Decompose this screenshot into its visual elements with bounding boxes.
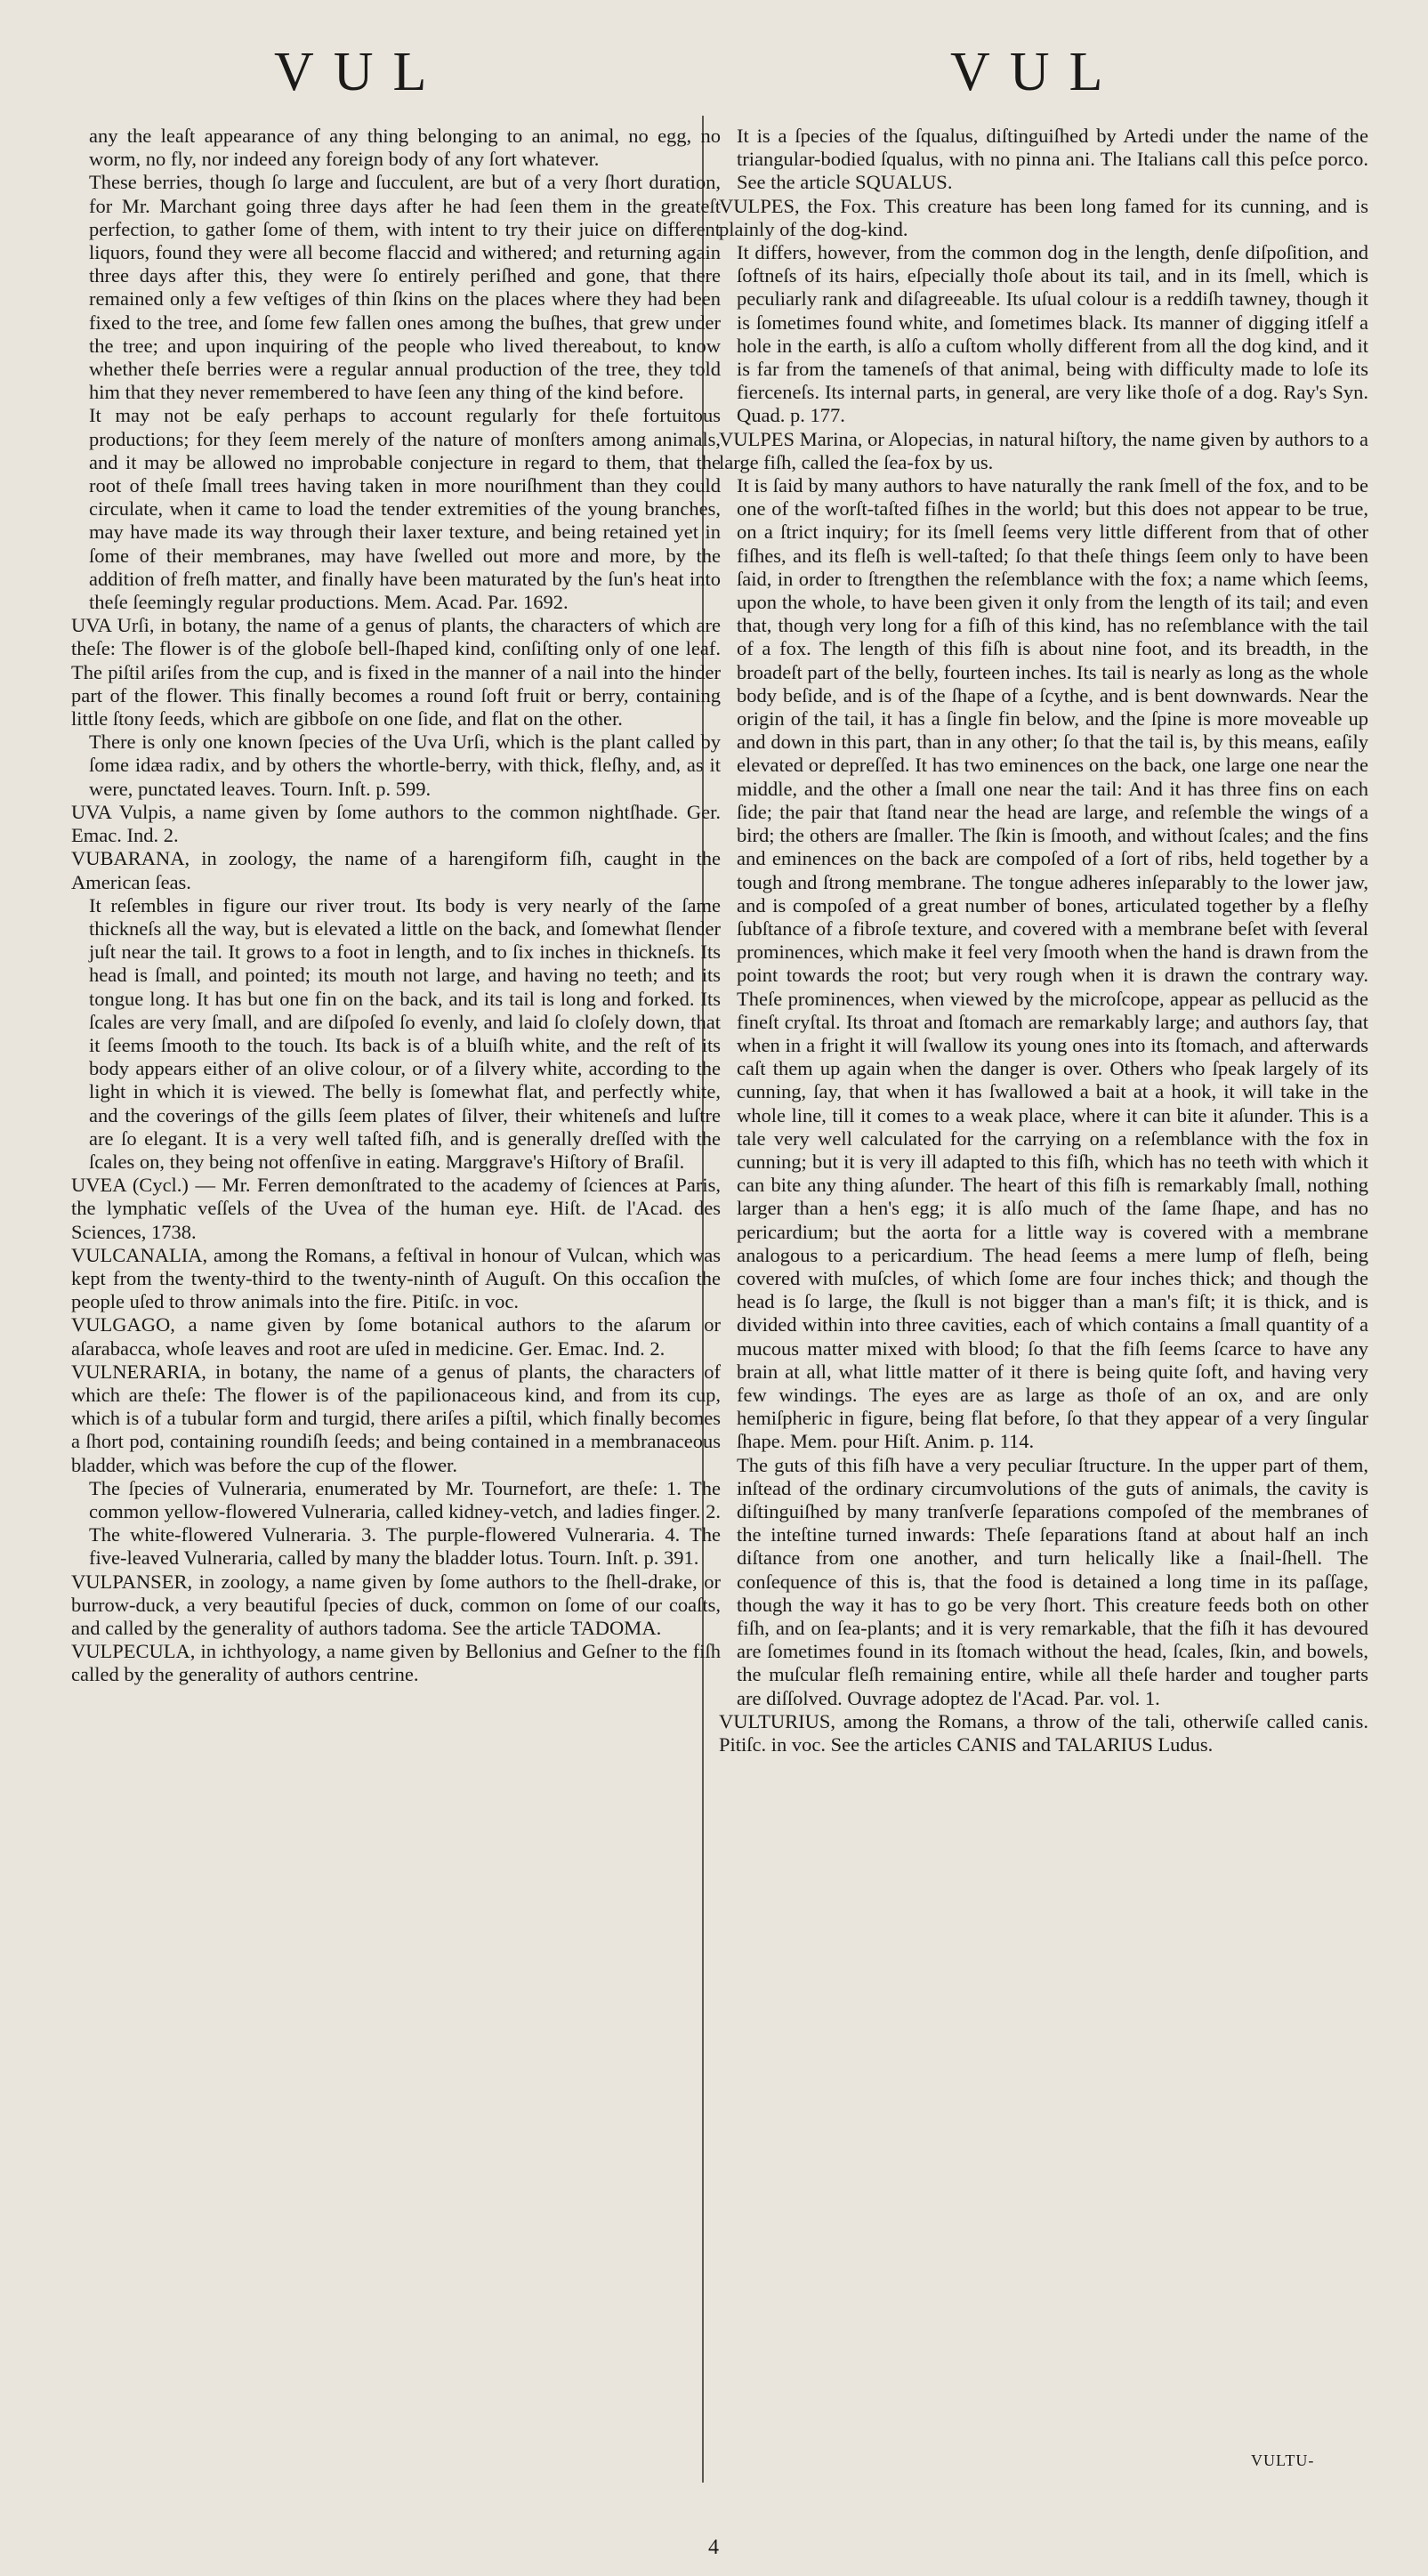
page-number: 4 — [708, 2536, 719, 2559]
paragraph: It may not be eaſy perhaps to account regularly for theſe fortuitous productions; for they ſeem merely of the nature of monſters among animals, and it may be allowed no improbable conjecture in regard to them, that the root of theſe ſmall trees having taken in more nouriſhment than they could circulate, when it came to load the tender extremities of the young branches, may have made its way through their laxer texture, and being retained yet in ſome of their membranes, may have ſwelled out more and more, by the addition of freſh matter, and finally have been maturated by the ſun's heat into theſe ſeemingly regular productions. Mem. Acad. Par. 1692. — [89, 404, 721, 614]
running-header — [0, 41, 1428, 103]
paragraph: any the leaſt appearance of any thing belonging to an animal, no egg, no worm, no fly, nor indeed any foreign body of any ſort whatever. — [89, 125, 721, 171]
paragraph: It reſembles in figure our river trout. Its body is very nearly of the ſame thickneſs all the way, but is elevated a little on the back, and ſomewhat ſlender juſt near the tail. It grows to a foot in length, and to ſix inches in thickneſs. Its head is ſmall, and pointed; its mouth not large, and having no teeth; and its tongue long. It has but one fin on the back, and its tail is long and forked. Its ſcales are very ſmall, and are diſpoſed ſo evenly, and laid ſo cloſely down, that it ſeems ſmooth to the touch. Its back is of a bluiſh white, and the reſt of its body appears either of an olive colour, or of a ſilvery white, according to the light in which it is viewed. The belly is ſomewhat flat, and perfectly white, and the coverings of the gills ſeem plates of ſilver, their whiteneſs and luſtre are ſo elegant. It is a very well taſted fiſh, and is generally dreſſed with the ſcales on, they being not offenſive in eating. Marggrave's Hiſtory of Braſil. — [89, 893, 721, 1173]
catchword: VULTU- — [1251, 2451, 1315, 2469]
entry-vulpes-marina: VULPES Marina, or Alopecias, in natural hiſtory, the name given by authors to a large fiſh, called the ſea-fox by us. — [719, 427, 1368, 473]
paragraph: It is ſaid by many authors to have naturally the rank ſmell of the fox, and to be one of the worſt-taſted fiſhes in the world; but this does not appear to be true, on a ſtrict inquiry; for its ſmell ſeems very little different from that of other fiſhes, and its fleſh is well-taſted; ſo that theſe things ſeem only to have been ſaid, in order to ſtrengthen the reſemblance with the fox; a name which ſeems, upon the whole, to have been given it only from the length of its tail; and even that, though very long for a fiſh of this kind, has no reſemblance with the tail of a fox. The length of this fiſh is about nine foot, and its breadth, in the broadeſt part of the belly, fourteen inches. Its tail is nearly as long as the whole body beſide, and is of the ſhape of a ſcythe, and is bent downwards. Near the origin of the tail, it has a ſingle fin below, and the ſpine is more moveable up and down in this part, than in any other; ſo that the tail is, by this means, eaſily elevated or depreſſed. It has two eminences on the back, one large one near the middle, and the other a ſmall one near the tail: And it has three fins on each ſide; the pair that ſtand near the head are large, and reſemble the wings of a bird; the others are ſmaller. The ſkin is ſmooth, and without ſcales; and the fins and eminences on the back are compoſed of a ſort of ribs, held together by a tough and ſtrong membrane. The tongue adheres inſeparably to the lower jaw, and is compoſed of a great number of bones, articulated together by a fleſhy ſubſtance of a fibroſe texture, and covered with a membrane beſet with ſeveral prominences, which make it feel very ſmooth when the hand is drawn from the point towards the root; but very rough when it is drawn the contrary way. Theſe prominences, when viewed by the microſcope, appear as pellucid as the fineſt cryſtal. Its throat and ſtomach are remarkably large; and authors ſay, that when in a fright it will ſwallow its young ones into its ſtomach, and afterwards caſt them up again when the danger is over. Others who ſpeak largely of its cunning, ſay, that when it has ſwallowed a bait at a hook, it will take in the whole line, till it comes to a weak place, where it can bite it aſunder. This is a tale very well calculated for the carrying on a reſemblance with the fox in cunning; but it is very ill adapted to this fiſh, which has no teeth with which it can bite any thing aſunder. The heart of this fiſh is remarkably ſmall, nothing larger than a hen's egg; it is alſo much of the ſame ſhape, and has no pericardium; but the aorta for a little way is covered with a membrane analogous to a pericardium. The head ſeems a mere lump of fleſh, being covered with muſcles, of which ſome are four inches thick; and though the head is ſo large, the ſkull is not bigger than a man's fiſt; it is thick, and is divided within into three cavities, each of which contains a ſmall quantity of a mucous matter mixed with blood; ſo that the fiſh ſeems ſcarce to have any brain at all, what little matter of it there is being quite ſoft, and having very few windings. The eyes are as large as thoſe of an ox, and are only hemiſpheric in figure, being flat before, ſo that they appear of a very ſingular ſhape. Mem. pour Hiſt. Anim. p. 114. — [737, 474, 1368, 1453]
paragraph: The ſpecies of Vulneraria, enumerated by Mr. Tournefort, are theſe: 1. The common yellow-flowered Vulneraria, called kidney-vetch, and ladies finger. 2. The white-flowered Vulneraria. 3. The purple-flowered Vulneraria. 4. The five-leaved Vulneraria, called by many the bladder lotus. Tourn. Inſt. p. 391. — [89, 1476, 721, 1570]
entry-vulgago: VULGAGO, a name given by ſome botanical authors to the aſarum or aſarabacca, whoſe leaves and root are uſed in medicine. Ger. Emac. Ind. 2. — [71, 1313, 721, 1360]
entry-vulpes: VULPES, the Fox. This creature has been long famed for its cunning, and is plainly of the dog-kind. — [719, 194, 1368, 240]
entry-uva-vulpis: UVA Vulpis, a name given by ſome authors to the common nightſhade. Ger. Emac. Ind. 2. — [71, 800, 721, 847]
paragraph: The guts of this fiſh have a very peculiar ſtructure. In the upper part of them, inſtead of the ordinary circumvolutions of the guts of animals, the cavity is diſtinguiſhed by many tranſverſe ſeparations compoſed of the membranes of the inteſtine turned inwards: Theſe ſeparations ſtand at about half an inch diſtance from one another, and turn helically like a ſnail-ſhell. The conſequence of this is, that the food is detained a long time in its paſſage, though the way it has to go be very ſhort. This creature feeds both on other fiſh, and on ſea-plants; and it is very remarkable, that the fiſh it has devoured are ſometimes found in its ſtomach without the head, ſcales, ſkin, and bowels, the muſcular fleſh remaining entire, while all theſe harder and tougher parts are diſſolved. Ouvrage adoptez de l'Acad. Par. vol. 1. — [737, 1453, 1368, 1709]
entry-vulcanalia: VULCANALIA, among the Romans, a feſtival in honour of Vulcan, which was kept from the twenty-third to the twenty-ninth of Auguſt. On this occaſion the people uſed to throw animals into the fire. Pitiſc. in voc. — [71, 1243, 721, 1313]
entry-uvea: UVEA (Cycl.) — Mr. Ferren demonſtrated to the academy of ſciences at Paris, the lymphatic veſſels of the Uvea of the human eye. Hiſt. de l'Acad. des Sciences, 1738. — [71, 1174, 721, 1243]
entry-uva-ursi: UVA Urſi, in botany, the name of a genus of plants, the characters of which are theſe: The flower is of the globoſe bell-ſhaped kind, conſiſting only of one leaf. The piſtil ariſes from the cup, and is fixed in the manner of a nail into the hinder part of the flower. This finally becomes a round ſoft fruit or berry, containing little ſtony ſeeds, which are gibboſe on one ſide, and flat on the other. — [71, 614, 721, 731]
paragraph: These berries, though ſo large and ſucculent, are but of a very ſhort duration, for Mr. Marchant going three days after he had ſeen them in the greateſt perfection, to gather ſome of them, with intent to try their juice on different liquors, found they were all become flaccid and withered; and returning again three days after this, they were ſo entirely periſhed and gone, that there remained only a few veſtiges of thin ſkins on the places where they had been fixed to the tree, and ſome few fallen ones among the buſhes, that grew under the tree; and upon inquiring of the people who lived thereabout, to know whether theſe berries were a regular annual production of the tree, they told him that they never remembered to have ſeen any thing of the kind before. — [89, 171, 721, 404]
entry-vubarana: VUBARANA, in zoology, the name of a harengiform fiſh, caught in the American ſeas. — [71, 847, 721, 893]
entry-vulpecula: VULPECULA, in ichthyology, a name given by Bellonius and Geſner to the fiſh called by the generality of authors centrine. — [71, 1640, 721, 1686]
paragraph: It differs, however, from the common dog in the length, denſe diſpoſition, and ſoftneſs of its hairs, eſpecially thoſe about its tail, and in its ſmell, which is peculiarly rank and diſagreeable. Its uſual colour is a reddiſh tawney, though it is ſometimes found white, and ſometimes black. Its manner of digging itſelf a hole in the earth, is alſo a cuſtom wholly different from all the dog kind, and it is far from the tameneſs of that animal, being with difficulty made to loſe its fierceneſs. Its internal parts, in general, are very like thoſe of a dog. Ray's Syn. Quad. p. 177. — [737, 241, 1368, 427]
header-left: VUL — [274, 42, 447, 102]
right-column — [719, 125, 1368, 1756]
paragraph: There is only one known ſpecies of the Uva Urſi, which is the plant called by ſome idæa radix, and by others the whortle-berry, with thick, fleſhy, and, as it were, punctated leaves. Tourn. Inſt. p. 599. — [89, 731, 721, 800]
entry-vulturius: VULTURIUS, among the Romans, a throw of the tali, otherwiſe called canis. Pitiſc. in voc. See the articles CANIS and TALARIUS Ludus. — [719, 1709, 1368, 1756]
entry-vulneraria: VULNERARIA, in botany, the name of a genus of plants, the characters of which are theſe: The flower is of the papilionaceous kind, and from its cup, which is of a tubular form and turgid, there ariſes a piſtil, which finally becomes a ſhort pod, containing roundiſh ſeeds; and being contained in a membranaceous bladder, which was before the cup of the flower. — [71, 1360, 721, 1476]
entry-vulpanser: VULPANSER, in zoology, a name given by ſome authors to the ſhell-drake, or burrow-duck, a very beautiful ſpecies of duck, common on ſome of our coaſts, and called by the generality of authors tadoma. See the article TADOMA. — [71, 1570, 721, 1639]
left-column — [71, 125, 721, 1687]
paragraph: It is a ſpecies of the ſqualus, diſtinguiſhed by Artedi under the name of the triangular-bodied ſqualus, with no pinna ani. The Italians call this peſce porco. See the article SQUALUS. — [737, 125, 1368, 194]
header-right: VUL — [950, 42, 1123, 102]
